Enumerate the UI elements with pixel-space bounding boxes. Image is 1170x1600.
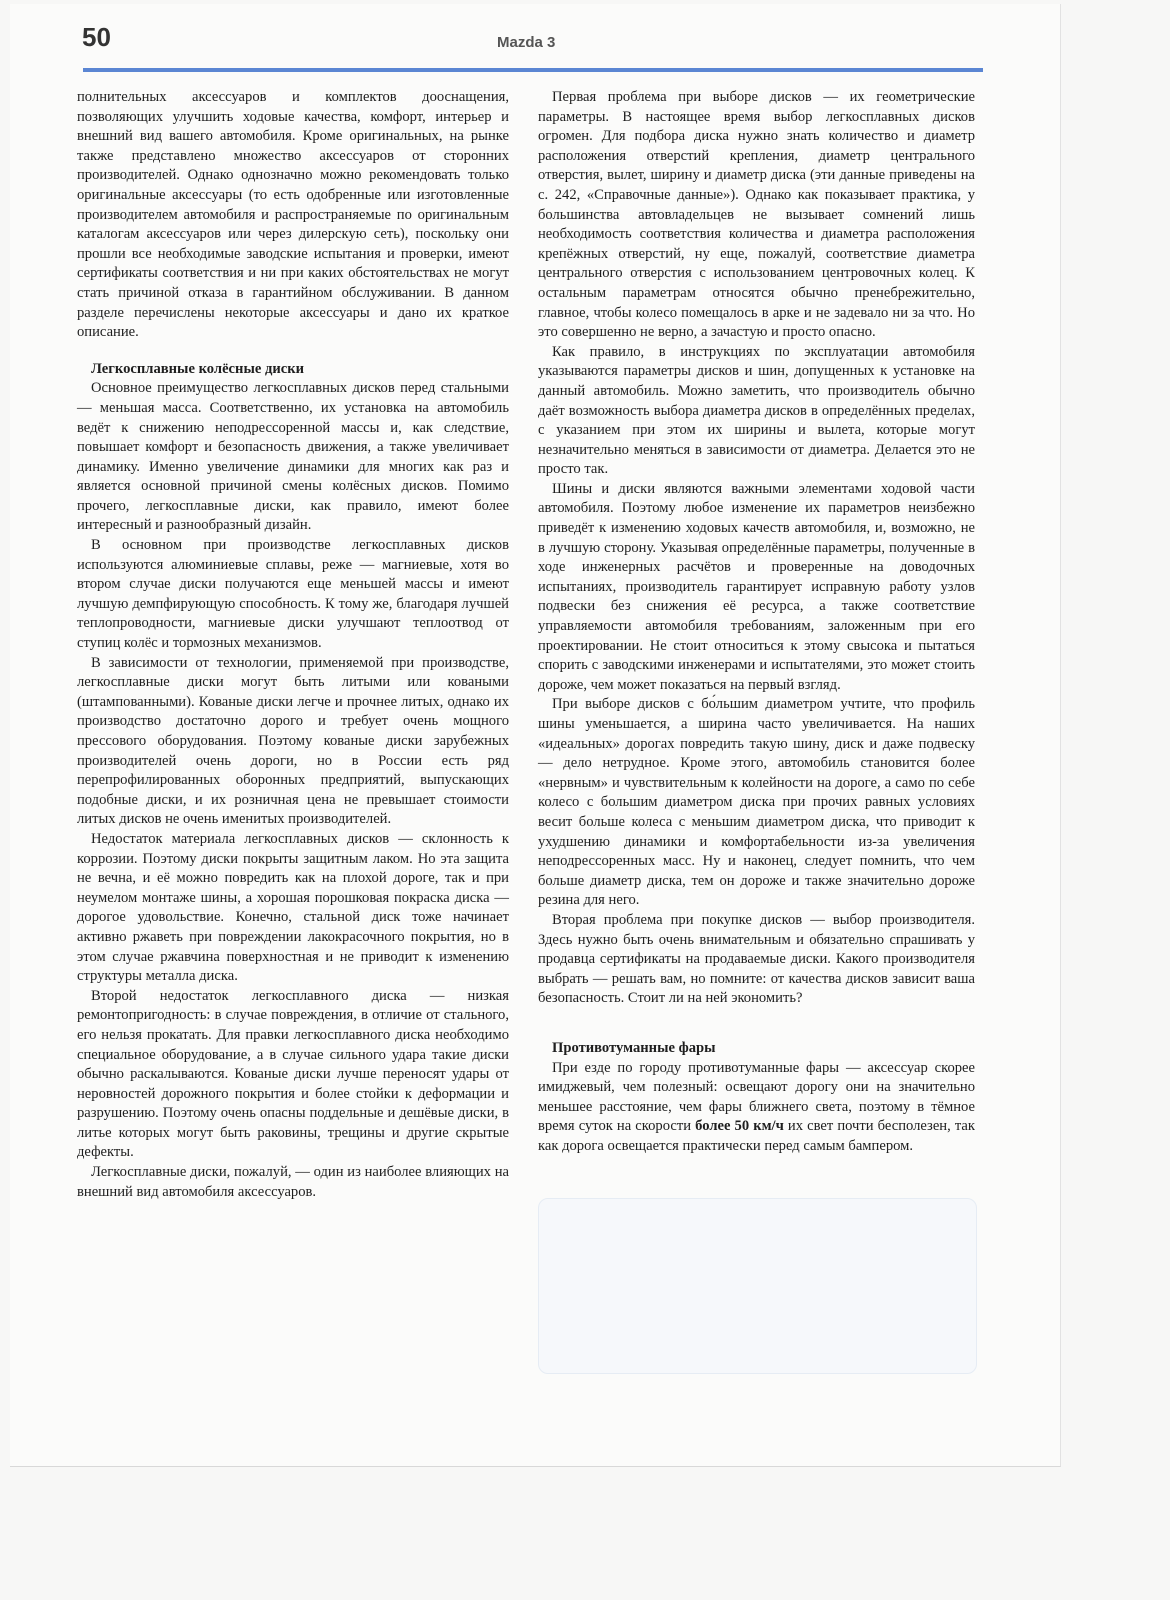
fog-text-before: При езде по городу противотуманные фары — аксессуар скорее имиджевый, чем полезный: освещают дорогу они на значительно меньшее расстояние, чем фары ближнего света, поэтому в тёмное время суток на скорости (538, 1059, 975, 1135)
paragraph: Первая проблема при выборе дисков — их геометрические параметры. В настоящее время выбор легкосплавных дисков огромен. Для подбора диска нужно знать количество и диаметр расположения отверстий крепления, диаметр центрального отверстия, вылет, ширину и диаметр диска (эти данные приведены на с. 242, «Справочные данные»). Однако как показывает практика, у большинства автовладельцев не вызывает сомнений лишь необходимость соответствия количества и диаметра расположения крепёжных отверстий, ну еще, пожалуй, соответствие диаметра центрального отверстия с использованием центровочных колец. К остальным параметрам относятся обычно пренебрежительно, главное, чтобы колесо помещалось в арке и не задевало ни за что. Но это совершенно не верно, а зачастую и просто опасно. (538, 89, 975, 341)
paragraph: Шины и диски являются важными элементами ходовой части автомобиля. Поэтому любое изменение их параметров неизбежно приведёт к изменению ходовых качеств автомобиля, и, возможно, не в лучшую сторону. Указывая определённые параметры, полученные в ходе инженерных расчётов и проверенные на доводочных испытаниях, производитель гарантирует исправную работу узлов подвески без снижения её ресурса, а также соответствие управляемости автомобиля требованиям, заложенным при его проектировании. Не стоит относиться к этому свысока и пытаться спорить с заводскими инженерами и испытателями, это может стоить дороже, чем может показаться на первый взгляд. (538, 480, 975, 693)
speed-emphasis: более 50 км/ч (695, 1118, 784, 1135)
running-title: Mazda 3 (497, 34, 556, 51)
paragraph: Недостаток материала легкосплавных дисков — склонность к коррозии. Поэтому диски покрыты защитным лаком. Но эта защита не вечна, и её можно повредить как на плохой дороге, так и при неумелом монтаже шины, а хорошая порошковая покраска диска — дорогое удовольствие. Конечно, стальной диск тоже начинает активно ржаветь при повреждении лакокрасочного покрытия, но в этом случае ржавчина поверхностная и не приводит к изменению структуры металла диска. (77, 830, 509, 985)
header-rule (83, 68, 983, 72)
left-column (77, 88, 509, 1408)
paragraph: Вторая проблема при покупке дисков — выбор производителя. Здесь нужно быть очень внимательным и обязательно спрашивать у продавца сертификаты на продаваемые диски. Какого производителя выбрать — решать вам, но помните: от качества дисков зависит ваша безопасность. Стоит ли на ней экономить? (538, 911, 975, 1007)
paragraph: В основном при производстве легкосплавных дисков используются алюминиевые сплавы, реже — магниевые, хотя во втором случае диски получаются еще меньшей массы и имеют лучшую демпфирующую способность. К тому же, благодаря лучшей теплопроводности, магниевые диски улучшают теплоотвод от ступиц колёс и тормозных механизмов. (77, 537, 509, 652)
page-number: 50 (82, 22, 111, 52)
paragraph: Легкосплавные диски, пожалуй, — один из наиболее влияющих на внешний вид автомобиля аксессуаров. (77, 1164, 509, 1200)
right-column (538, 88, 975, 1388)
paragraph: Основное преимущество легкосплавных дисков перед стальными — меньшая масса. Соответственно, их установка на автомобиль ведёт к снижению неподрессоренной массы и, как следствие, повышает комфорт и безопасность движения, а также увеличивает динамику. Именно увеличение динамики для многих как раз и является основной причиной смены колёсных дисков. Помимо прочего, легкосплавные диски, как правило, имеют более интересный и разнообразный дизайн. (77, 380, 509, 534)
section-heading-fog-lights: Противотуманные фары (552, 1039, 716, 1056)
intro-paragraph: полнительных аксессуаров и комплектов дооснащения, позволяющих улучшить ходовые качества, комфорт, интерьер и внешний вид вашего автомобиля. Кроме оригинальных, на рынке также представлено множество аксессуаров от сторонних производителей. Однако однозначно можно рекомендовать только оригинальные аксессуары (то есть одобренные или изготовленные производителем автомобиля и распространяемые по оригинальным каталогам аксессуаров или через дилерскую сеть), поскольку они прошли все необходимые заводские испытания и проверки, имеют сертификаты соответствия и ни при каких обстоятельствах не могут стать причиной отказа в гарантийном обслуживании. В данном разделе перечислены некоторые аксессуары и дано их краткое описание. (77, 89, 509, 341)
paragraph: Второй недостаток легкосплавного диска — низкая ремонтопригодность: в случае повреждения, в отличие от стального, его нельзя прокатать. Для правки легкосплавного диска необходимо специальное оборудование, а в случае сильного удара такие диски обычно раскалываются. Кованые диски лучше переносят удары от неровностей дорожного покрытия и более стойки к деформации и разрушению. Поэтому очень опасны поддельные и дешёвые диски, в литье которых могут быть раковины, трещины и другие скрытые дефекты. (77, 987, 509, 1161)
fog-text-after: их свет почти бесполезен, так как дорога освещается практически перед самым бампером. (538, 1118, 975, 1154)
paragraph: В зависимости от технологии, применяемой при производстве, легкосплавные диски могут быть литыми или коваными (штампованными). Кованые диски легче и прочнее литых, однако их производство достаточно дорого и требует очень мощного прессового оборудования. Поэтому кованые диски зарубежных производителей очень дороги, но в России есть ряд перепрофилированных оборонных предприятий, выпускающих подобные диски, и их розничная цена не превышает стоимости литых дисков не очень именитых производителей. (77, 654, 509, 828)
paragraph: Как правило, в инструкциях по эксплуатации автомобиля указываются параметры дисков и шин, допущенных к установке на данный автомобиль. Можно заметить, что производитель обычно даёт возможность выбора диаметра дисков в определённых пределах, с указанием при этом их ширины и вылета, которые могут незначительно меняться в зависимости от диаметра. Делается это не просто так. (538, 343, 975, 478)
section-heading-alloy-wheels: Легкосплавные колёсные диски (91, 360, 305, 377)
paragraph: При выборе дисков с бо́льшим диаметром учтите, что профиль шины уменьшается, а ширина часто увеличивается. На наших «идеальных» дорогах повредить такую шину, диск и даже подвеску — дело нетрудное. Кроме этого, автомобиль становится более «нервным» и чувствительным к колейности на дороге, а само по себе колесо с большим диаметром диска при прочих равных условиях весит больше колеса с меньшим диаметром диска, что приводит к ухудшению динамики и комфортабельности из-за увеличения неподрессоренных масс. Ну и наконец, следует помнить, что чем больше диаметр диска, тем он дороже и также значительно дороже резина для него. (538, 696, 975, 909)
fog-lights-paragraph (538, 1059, 975, 1157)
